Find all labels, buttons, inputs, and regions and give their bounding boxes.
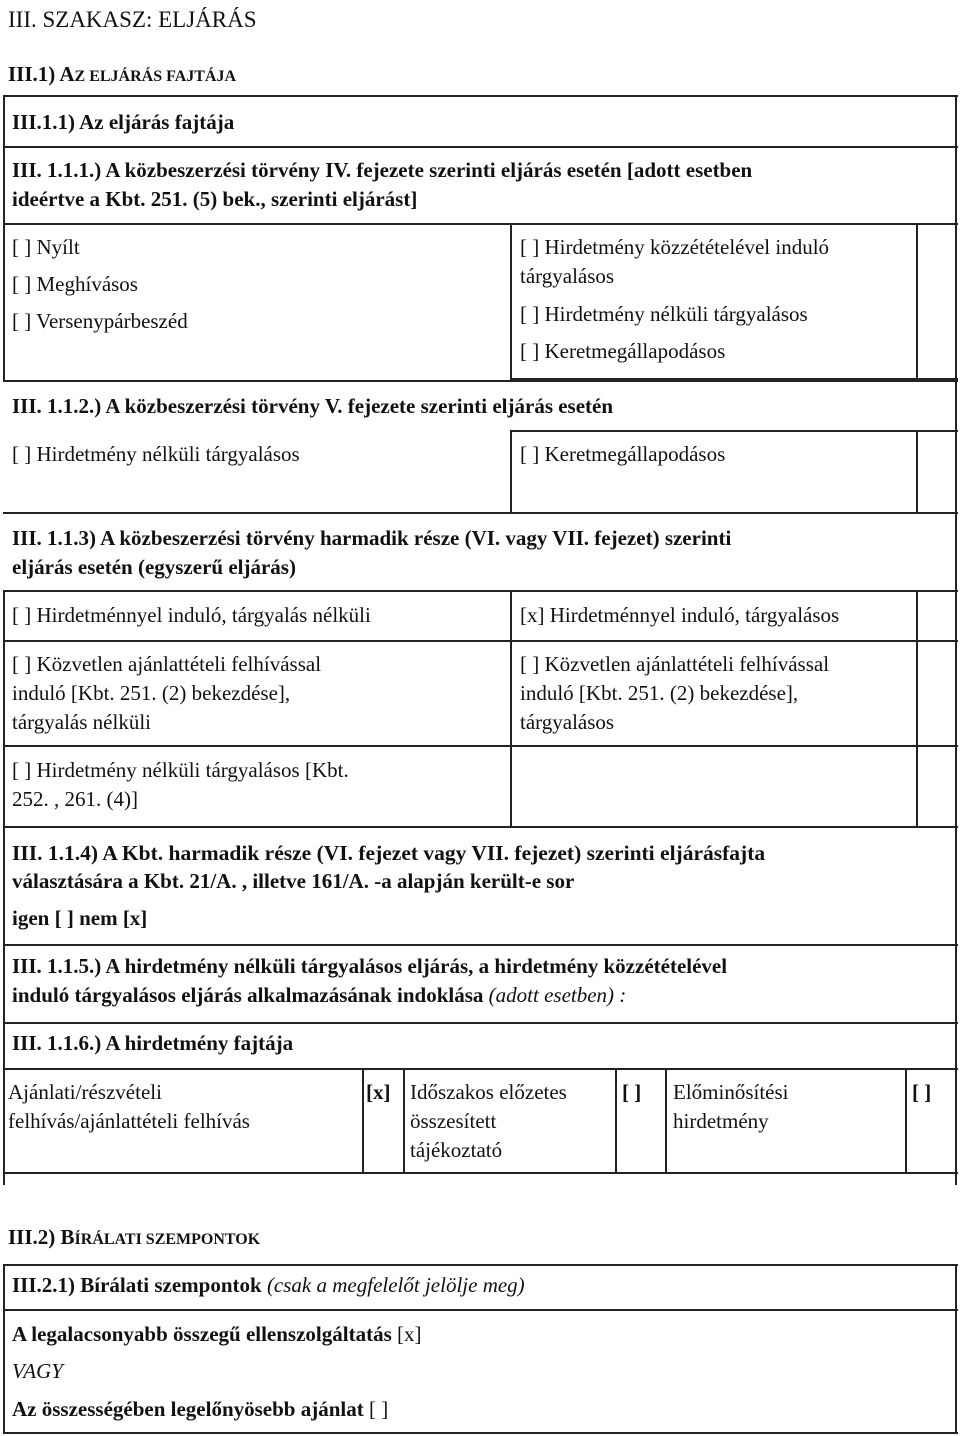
heading-iii-2-1 — [12, 1271, 525, 1300]
heading-iii-1-1-2: III. 1.1.2.) A közbeszerzési törvény V. fejezete szerinti eljárás esetén — [12, 394, 614, 418]
option-hirdetmeny-kozzetetelevel-line2: tárgyalásos — [520, 264, 615, 288]
option-v-keretmegallapodasos[interactable]: [ ] Keretmegállapodásos — [520, 442, 726, 466]
option-hirdetmeny-nelkuli[interactable]: [ ] Hirdetmény nélküli tárgyalásos — [520, 302, 808, 326]
option-hirdetmennyel-targyalas-nelkuli[interactable]: [ ] Hirdetménnyel induló, tárgyalás nélküli — [12, 603, 371, 627]
heading-iii-1-1-5-line2 — [12, 981, 626, 1010]
section-title: III. SZAKASZ: ELJÁRÁS — [8, 7, 257, 32]
option-keretmegallapodasos[interactable]: [ ] Keretmegállapodásos — [520, 339, 726, 363]
checkbox-elominositesi[interactable]: [ ] — [912, 1080, 932, 1104]
option-kozvetlen-targyalasos-line1[interactable]: [ ] Közvetlen ajánlattételi felhívással — [520, 652, 830, 676]
hirdetmeny-tipus-idoszakos-line3: tájékoztató — [410, 1138, 503, 1162]
indoklas-bold: induló tárgyalásos eljárás alkalmazásának indoklása — [12, 983, 484, 1007]
subsection-smallcaps: Z ELJÁRÁS FAJTÁJA — [74, 68, 237, 85]
section-iii-2-title — [8, 1223, 260, 1252]
heading-iii-1-1-3-line1: III. 1.1.3) A közbeszerzési törvény harmadik része (VI. vagy VII. fejezet) szerinti — [12, 526, 732, 550]
section-iii-2-smallcaps: ÍRÁLATI SZEMPONTOK — [74, 1231, 261, 1248]
hirdetmeny-tipus-ajanlati-line2: felhívás/ajánlattételi felhívás — [8, 1109, 250, 1133]
option-kozvetlen-targyalasos-line3: tárgyalásos — [520, 710, 615, 734]
hirdetmeny-tipus-idoszakos-line1: Időszakos előzetes — [410, 1080, 567, 1104]
option-hirdetmeny-nelkuli-kbt-line1[interactable]: [ ] Hirdetmény nélküli tárgyalásos [Kbt. — [12, 758, 349, 782]
option-kozvetlen-targyalasos-line2: induló [Kbt. 251. (2) bekezdése], — [520, 681, 799, 705]
checkbox-ajanlati[interactable]: [x] — [366, 1080, 391, 1104]
option-kozvetlen-nelkuli-line2: induló [Kbt. 251. (2) bekezdése], — [12, 681, 291, 705]
biralati-italic: (csak a megfelelőt jelölje meg) — [266, 1273, 525, 1297]
option-hirdetmennyel-targyalasos[interactable]: [x] Hirdetménnyel induló, tárgyalásos — [520, 603, 840, 627]
heading-iii-1-1-6: III. 1.1.6.) A hirdetmény fajtája — [12, 1031, 294, 1055]
criterion-lowest-price-mark[interactable]: [x] — [397, 1322, 422, 1346]
hirdetmeny-tipus-idoszakos-line2: összesített — [410, 1109, 497, 1133]
option-meghivasos[interactable]: [ ] Meghívásos — [12, 272, 138, 296]
option-kozvetlen-nelkuli-line3: tárgyalás nélküli — [12, 710, 151, 734]
heading-iii-1-1-1-line2: ideértve a Kbt. 251. (5) bek., szerinti eljárást] — [12, 187, 418, 211]
option-hirdetmeny-kozzetetelevel-line1[interactable]: [ ] Hirdetmény közzétételével induló — [520, 235, 830, 259]
heading-iii-1-1-3-line2: eljárás esetén (egyszerű eljárás) — [12, 555, 296, 579]
heading-iii-1-1-4-line2: választására a Kbt. 21/A. , illetve 161/A. -a alapján került-e sor — [12, 869, 575, 893]
criterion-lowest-price[interactable] — [12, 1320, 422, 1349]
heading-iii-1-1: III.1.1) Az eljárás fajtája — [12, 110, 235, 134]
section-iii-2-prefix: III.2) B — [8, 1225, 75, 1249]
hirdetmeny-tipus-elominositesi-line2: hirdetmény — [673, 1109, 769, 1133]
criterion-most-advantageous-label: Az összességében legelőnyösebb ajánlat — [12, 1397, 364, 1421]
indoklas-italic: (adott esetben) : — [488, 983, 627, 1007]
hirdetmeny-tipus-ajanlati-line1: Ajánlati/részvételi — [8, 1080, 162, 1104]
heading-iii-1-1-1-line1: III. 1.1.1.) A közbeszerzési törvény IV. fejezete szerinti eljárás esetén [adott esetben — [12, 158, 753, 182]
option-kozvetlen-nelkuli-line1[interactable]: [ ] Közvetlen ajánlattételi felhívással — [12, 652, 322, 676]
criterion-most-advantageous-mark[interactable]: [ ] — [368, 1397, 389, 1421]
option-nyilt[interactable]: [ ] Nyílt — [12, 235, 80, 259]
subsection-prefix: III.1) A — [8, 62, 75, 86]
criterion-or: VAGY — [12, 1359, 63, 1383]
option-hirdetmeny-nelkuli-kbt-line2: 252. , 261. (4)] — [12, 787, 138, 811]
criterion-most-advantageous[interactable] — [12, 1395, 388, 1424]
criterion-lowest-price-label: A legalacsonyabb összegű ellenszolgáltatás — [12, 1322, 392, 1346]
checkbox-idoszakos[interactable]: [ ] — [622, 1080, 642, 1104]
option-v-hirdetmeny-nelkuli[interactable]: [ ] Hirdetmény nélküli tárgyalásos — [12, 442, 300, 466]
option-versenyparbeszed[interactable]: [ ] Versenypárbeszéd — [12, 309, 188, 333]
subsection-heading — [8, 60, 236, 89]
biralati-bold: III.2.1) Bírálati szempontok — [12, 1273, 262, 1297]
hirdetmeny-tipus-elominositesi-line1: Előminősítési — [673, 1080, 789, 1104]
heading-iii-1-1-4-line1: III. 1.1.4) A Kbt. harmadik része (VI. fejezet vagy VII. fejezet) szerinti eljárásfajta — [12, 841, 766, 865]
answer-igen-nem[interactable]: igen [ ] nem [x] — [12, 906, 148, 930]
heading-iii-1-1-5-line1: III. 1.1.5.) A hirdetmény nélküli tárgyalásos eljárás, a hirdetmény közzétételével — [12, 954, 728, 978]
